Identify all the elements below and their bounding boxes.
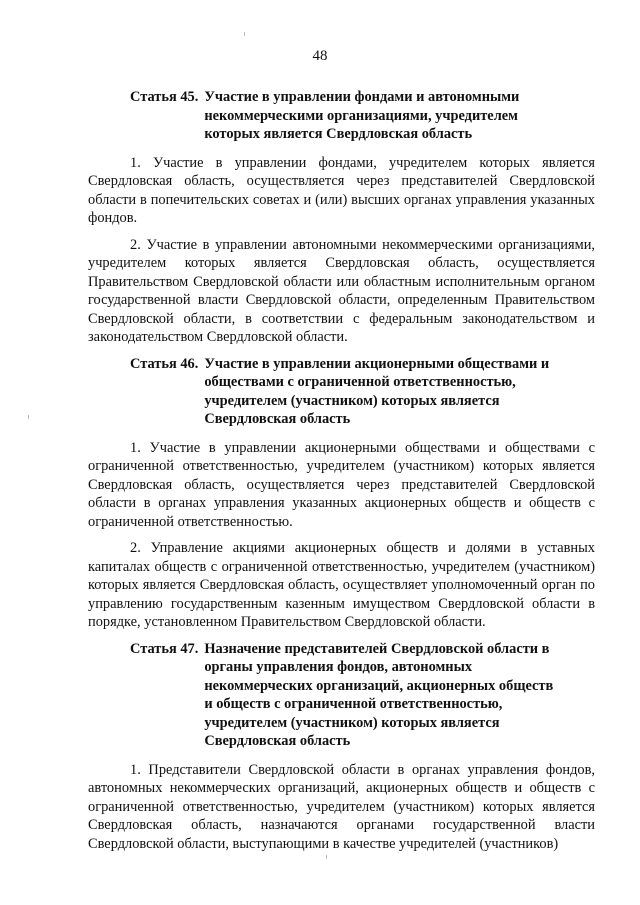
paragraph: 1. Представители Свердловской области в органах управления фондов, автономных некоммерческих организаций, акционерных обществ и обществ с ограниченной ответственностью, учредителем (участником) которых является Свердловская область, назначаются органами государственной власти Свердловской области, выступающими в качестве учредителей (участников) (88, 761, 595, 852)
scan-speck (244, 32, 245, 36)
article-title: Участие в управлении акционерными обществами и обществами с ограниченной ответственностью, учредителем (участником) которых является Свердловская область (204, 355, 550, 427)
paragraph: 1. Участие в управлении акционерными обществами и обществами с ограниченной ответственностью, учредителем (участником) которых является Свердловская область, осуществляется через представителей Свердловской области в органах управления указанных акционерных обществ и обществ с ограниченной ответственностью. (88, 439, 595, 530)
article-title: Участие в управлении фондами и автономными некоммерческими организациями, учредителем которых является Свердловская область (204, 89, 520, 142)
paragraph: 1. Участие в управлении фондами, учредителем которых является Свердловская область, осуществляется через представителей Свердловской области в попечительских советах и (или) высших органах управления указанных фондов. (88, 154, 595, 226)
article-number: Статья 46. (130, 355, 199, 372)
scan-speck (326, 855, 327, 859)
article-45-heading (130, 88, 595, 144)
article-47-heading (130, 640, 595, 751)
article-title: Назначение представителей Свердловской области в органы управления фондов, автономных некоммерческих организаций, акционерных обществ и обществ с ограниченной ответственностью, учредителем (участником) которых является Свердловская область (204, 640, 554, 749)
paragraph: 2. Управление акциями акционерных обществ и долями в уставных капиталах обществ с ограниченной ответственностью, учредителем (участником) которых является Свердловская область, осуществляет уполномоченный орган по управлению государственным казенным имуществом Свердловской области в порядке, установленном Правительством Свердловской области. (88, 540, 595, 630)
page-number: 48 (312, 48, 328, 64)
document-body (88, 88, 595, 853)
article-number: Статья 45. (130, 89, 199, 105)
scan-speck (28, 415, 29, 419)
article-number: Статья 47. (130, 640, 199, 657)
paragraph: 2. Участие в управлении автономными некоммерческими организациями, учредителем которых является Свердловская область, осуществляется Правительством Свердловской области или областным исполнительным органом государственной власти Свердловской области, определенным Правительством Свердловской области, в соответствии с федеральным законодательством и законодательством Свердловской области. (88, 236, 595, 345)
article-46-heading (130, 355, 595, 429)
